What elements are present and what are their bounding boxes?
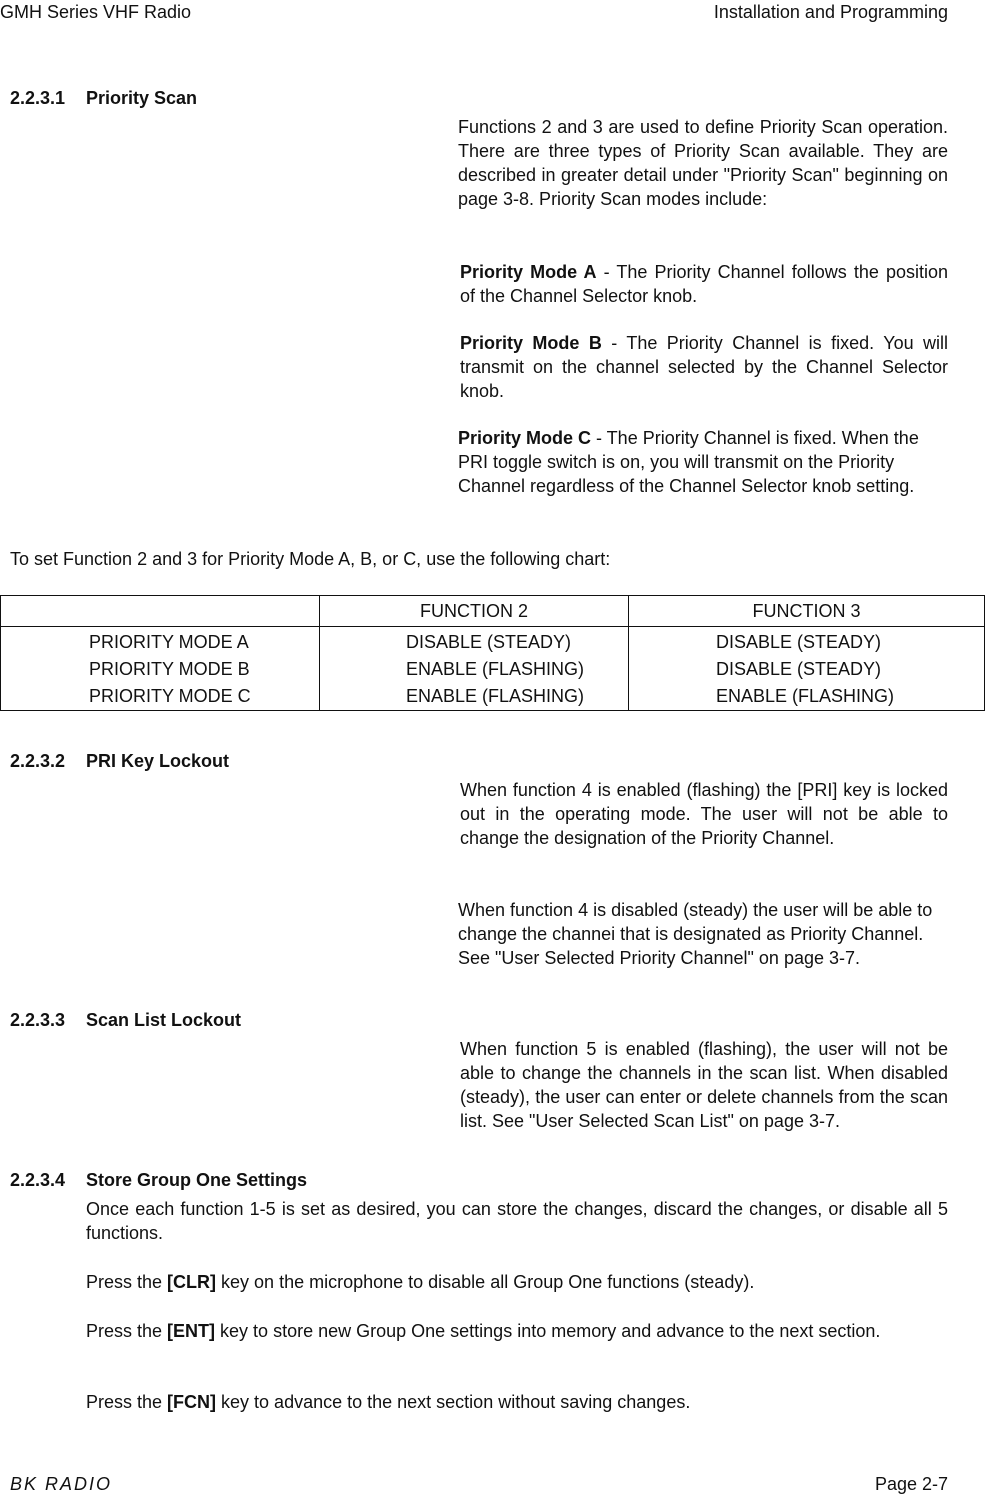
pri-key-lockout-para-2: When function 4 is disabled (steady) the user will be able to change the channei that is designated as Priority Channel. See "User Selected Priority Channel" on page 3-7. — [458, 900, 933, 968]
text-run: key to advance to the next section without saving changes. — [216, 1392, 691, 1412]
scan-list-lockout-para: When function 5 is enabled (flashing), the user will not be able to change the channels in the scan list. When disabled (steady), the user can enter or delete channels from the scan list. See "User Selected Scan List" on page 3-7. — [460, 1039, 948, 1131]
section-number: 2.2.3.1 — [10, 88, 66, 108]
section-title: Store Group One Settings — [86, 1170, 308, 1190]
table-header-cell: FUNCTION 2 — [320, 596, 629, 627]
fcn-key: [FCN] — [167, 1392, 217, 1412]
table-cell: DISABLE (STEADY) — [320, 627, 629, 655]
section-number: 2.2.3.4 — [10, 1170, 66, 1190]
priority-mode-c — [458, 426, 928, 498]
table-cell: PRIORITY MODE A — [1, 627, 320, 655]
table-cell: ENABLE (FLASHING) — [320, 655, 629, 683]
text-run: Press the — [86, 1321, 168, 1341]
store-group-fcn-para — [86, 1390, 948, 1414]
clr-key: [CLR] — [167, 1272, 217, 1292]
ent-key: [ENT] — [167, 1321, 216, 1341]
store-group-clr-para — [86, 1270, 948, 1294]
section-heading-store-group-one — [10, 1168, 307, 1192]
footer-left: BK RADIO — [10, 1474, 113, 1494]
text-run: key to store new Group One settings into memory and advance to the next section. — [215, 1321, 881, 1341]
table-cell: PRIORITY MODE C — [1, 683, 320, 711]
section-title: Scan List Lockout — [86, 1010, 242, 1030]
priority-scan-intro: Functions 2 and 3 are used to define Priority Scan operation. There are three types of Priority Scan available. They are described in greater detail under "Priority Scan" beginning on page 3-8. Priority Scan modes include: — [458, 117, 948, 209]
table-row — [1, 683, 985, 711]
store-group-ent-para — [86, 1319, 948, 1343]
table-header-cell — [1, 596, 320, 627]
text-run: key on the microphone to disable all Group One functions (steady). — [216, 1272, 755, 1292]
chart-intro: To set Function 2 and 3 for Priority Mode A, B, or C, use the following chart: — [10, 549, 611, 569]
table-header-row — [1, 596, 985, 627]
mode-text: - The Priority Channel is fixed. You will transmit on the channel selected by the Channel Selector knob. — [460, 333, 949, 401]
section-number: 2.2.3.2 — [10, 751, 66, 771]
mode-label: Priority Mode A — [460, 262, 597, 282]
mode-text: - The Priority Channel is fixed. When the PRI toggle switch is on, you will transmit on the Priority Channel regardless of the Channel Selector knob setting. — [458, 428, 919, 496]
priority-mode-function-table — [0, 595, 985, 711]
section-heading-scan-list-lockout — [10, 1008, 241, 1032]
footer-page-number: Page 2-7 — [874, 1474, 948, 1494]
table-header-cell: FUNCTION 3 — [629, 596, 985, 627]
store-group-para-1: Once each function 1-5 is set as desired, you can store the changes, discard the changes, or disable all 5 functions. — [86, 1199, 948, 1243]
section-title: PRI Key Lockout — [86, 751, 230, 771]
mode-text: - The Priority Channel follows the position of the Channel Selector knob. — [460, 262, 948, 306]
text-run: Press the — [86, 1392, 168, 1412]
table-cell: ENABLE (FLASHING) — [629, 683, 985, 711]
table-row — [1, 627, 985, 655]
text-run: Press the — [86, 1272, 168, 1292]
section-heading-pri-key-lockout — [10, 749, 229, 773]
section-heading-priority-scan — [10, 86, 197, 110]
header-left: GMH Series VHF Radio — [0, 2, 192, 22]
section-number: 2.2.3.3 — [10, 1010, 66, 1030]
table-cell: DISABLE (STEADY) — [629, 627, 985, 655]
pri-key-lockout-para-1: When function 4 is enabled (flashing) the [PRI] key is locked out in the operating mode. The user will not be able to change the designation of the Priority Channel. — [460, 780, 948, 848]
section-title: Priority Scan — [86, 88, 198, 108]
mode-label: Priority Mode B — [460, 333, 602, 353]
table-cell: DISABLE (STEADY) — [629, 655, 985, 683]
table-row — [1, 655, 985, 683]
table-cell: ENABLE (FLASHING) — [320, 683, 629, 711]
table-cell: PRIORITY MODE B — [1, 655, 320, 683]
header-right: Installation and Programming — [713, 2, 948, 22]
priority-mode-a — [460, 260, 948, 308]
priority-mode-b — [460, 331, 948, 403]
mode-label: Priority Mode C — [458, 428, 592, 448]
